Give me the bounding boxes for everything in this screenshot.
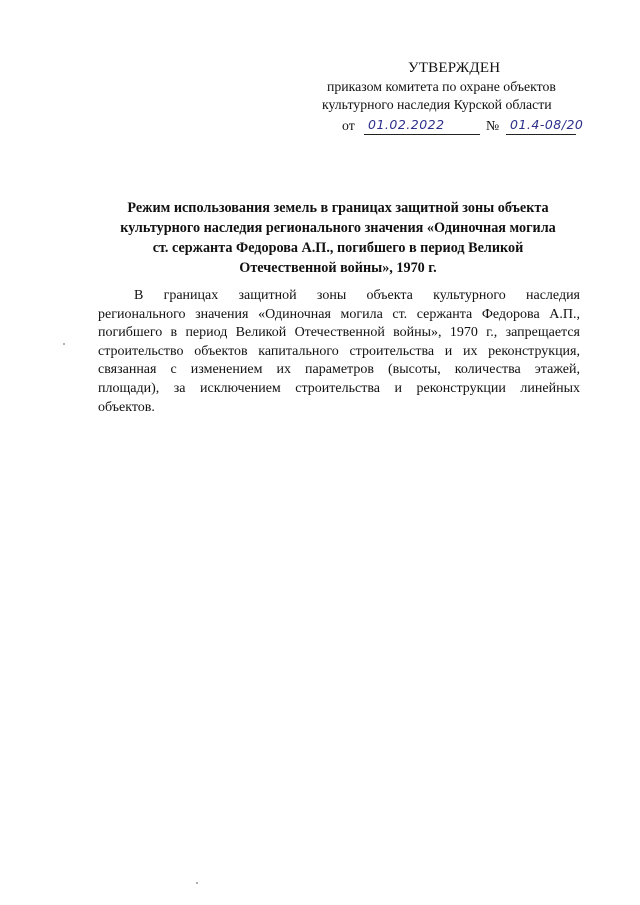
body-line: объектов. <box>98 399 155 415</box>
document-title <box>100 198 576 278</box>
body-line: площади), за исключением строительства и реконструкции линейных <box>98 380 580 396</box>
date-underline <box>364 116 480 135</box>
body-line: строительство объектов капитального строительства и их реконструкция, <box>98 343 580 359</box>
approval-line-1: приказом комитета по охране объектов <box>327 79 556 94</box>
body-line: В границах защитной зоны объекта культурного наследия <box>134 288 580 303</box>
body-line: погибшего в период Великой Отечественной войны», 1970 г., запрещается <box>98 325 580 341</box>
title-line: Отечественной войны», 1970 г. <box>239 260 437 276</box>
title-line: ст. сержанта Федорова А.П., погибшего в период Великой <box>152 240 524 256</box>
scan-speck <box>196 882 198 884</box>
number-label: № <box>486 118 500 133</box>
title-line: Режим использования земель в границах защитной зоны объекта <box>127 200 549 216</box>
approval-line-2: культурного наследия Курской области <box>322 97 552 112</box>
approval-block <box>300 58 600 138</box>
approval-date-row <box>300 116 600 138</box>
title-line: культурного наследия регионального значения «Одиночная могила <box>120 220 556 236</box>
handwritten-number: 01.4-08/20 <box>510 117 584 132</box>
body-line: регионального значения «Одиночная могила ст. сержанта Федорова А.П., <box>98 306 580 322</box>
body-paragraph <box>98 287 580 417</box>
number-underline <box>506 116 584 135</box>
handwritten-date: 01.02.2022 <box>368 117 445 132</box>
body-line: связанная с изменением их параметров (высоты, количества этажей, <box>98 362 580 378</box>
approval-title: УТВЕРЖДЕН <box>408 60 501 76</box>
date-prefix: от <box>342 118 355 133</box>
scan-speck <box>63 343 65 345</box>
